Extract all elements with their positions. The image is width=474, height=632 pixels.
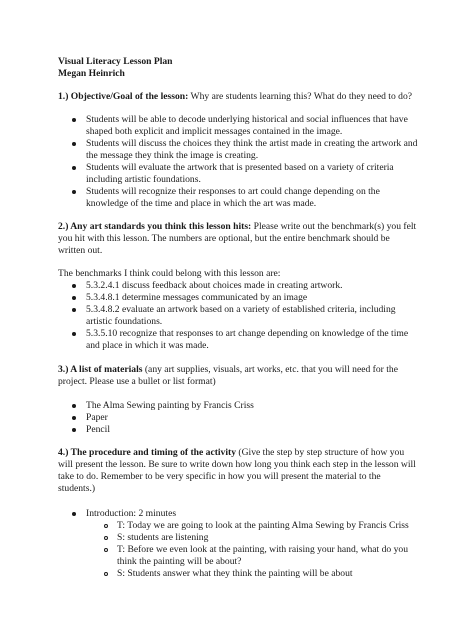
- s4-sub-3-line-1: T: Before we even look at the painting, with raising your hand, what do you: [117, 544, 408, 555]
- section-4-question-line-4: students.): [58, 483, 96, 494]
- bullet-icon: [72, 142, 76, 146]
- section-1-label: 1.) Objective/Goal of the lesson:: [58, 91, 189, 102]
- s1-bullet-4-line-2: knowledge of the time and place in which the art was made.: [86, 198, 317, 209]
- s2-bullet-2: 5.3.4.8.1 determine messages communicated by an image: [86, 292, 308, 303]
- section-4-question-line-2: will present the lesson. Be sure to write down how long you think each step in the lesson will: [58, 459, 416, 470]
- benchmarks-intro: The benchmarks I think could belong with this lesson are:: [58, 268, 281, 279]
- s2-bullet-1: 5.3.2.4.1 discuss feedback about choices made in creating artwork.: [86, 280, 343, 291]
- s4-sub-4: S: Students answer what they think the painting will be about: [117, 568, 353, 579]
- s1-bullet-2-line-1: Students will discuss the choices they think the artist made in creating the artwork and: [86, 138, 418, 149]
- doc-author: Megan Heinrich: [58, 68, 125, 79]
- section-1-heading: [58, 90, 412, 103]
- sub-bullet-icon: [104, 548, 108, 552]
- s2-bullet-4-line-2: and place in which it was made.: [86, 340, 209, 351]
- bullet-icon: [72, 416, 76, 420]
- section-2-question-line-1: Please write out the benchmark(s) you felt: [251, 221, 417, 232]
- bullet-icon: [72, 296, 76, 300]
- s3-bullet-1: The Alma Sewing painting by Francis Criss: [86, 400, 254, 411]
- section-4-label: 4.) The procedure and timing of the activity: [58, 447, 237, 458]
- s2-bullet-4-line-1: 5.3.5.10 recognize that responses to art change depending on knowledge of the time: [86, 328, 409, 339]
- doc-title: Visual Literacy Lesson Plan: [58, 56, 173, 67]
- section-4-question-line-3: take to do. Remember to be very specific in how you will present the material to the: [58, 471, 381, 482]
- s2-bullet-3-line-2: artistic foundations.: [86, 316, 163, 327]
- section-3-question-line-2: project. Please use a bullet or list format): [58, 376, 216, 387]
- s2-bullet-3-line-1: 5.3.4.8.2 evaluate an artwork based on a variety of established criteria, including: [86, 304, 396, 315]
- bullet-icon: [72, 428, 76, 432]
- s4-sub-2: S: students are listening: [117, 532, 209, 543]
- section-3-label: 3.) A list of materials: [58, 364, 143, 375]
- s4-sub-1: T: Today we are going to look at the painting Alma Sewing by Francis Criss: [117, 520, 409, 531]
- sub-bullet-icon: [104, 536, 108, 540]
- s3-bullet-3: Pencil: [86, 424, 110, 435]
- bullet-icon: [72, 332, 76, 336]
- s1-bullet-1-line-1: Students will be able to decode underlying historical and social influences that have: [86, 114, 408, 125]
- section-2-question-line-2: you hit with this lesson. The numbers are optional, but the entire benchmark should be: [58, 233, 390, 244]
- s4-bullet-1: Introduction: 2 minutes: [86, 508, 177, 519]
- bullet-icon: [72, 284, 76, 288]
- sub-bullet-icon: [104, 572, 108, 576]
- section-1-question: Why are students learning this? What do they need to do?: [188, 91, 413, 102]
- s1-bullet-3-line-2: including artistic foundations.: [86, 174, 201, 185]
- section-4-question-line-1: (Give the step by step structure of how you: [236, 447, 405, 458]
- section-2-label: 2.) Any art standards you think this lesson hits:: [58, 221, 252, 232]
- s1-bullet-1-line-2: shaped both explicit and implicit messages contained in the image.: [86, 126, 343, 137]
- s1-bullet-2-line-2: the message they think the image is creating.: [86, 150, 259, 161]
- bullet-icon: [72, 404, 76, 408]
- bullet-icon: [72, 308, 76, 312]
- s1-bullet-3-line-1: Students will evaluate the artwork that is presented based on a variety of criteria: [86, 162, 394, 173]
- section-2-question-line-3: written out.: [58, 245, 103, 256]
- bullet-icon: [72, 118, 76, 122]
- s4-sub-3-line-2: think the painting will be about?: [117, 556, 242, 567]
- s3-bullet-2: Paper: [86, 412, 108, 423]
- section-3-question-line-1: (any art supplies, visuals, art works, etc. that you will need for the: [142, 364, 398, 375]
- bullet-icon: [72, 190, 76, 194]
- bullet-icon: [72, 512, 76, 516]
- s1-bullet-4-line-1: Students will recognize their responses to art could change depending on the: [86, 186, 380, 197]
- bullet-icon: [72, 166, 76, 170]
- sub-bullet-icon: [104, 524, 108, 528]
